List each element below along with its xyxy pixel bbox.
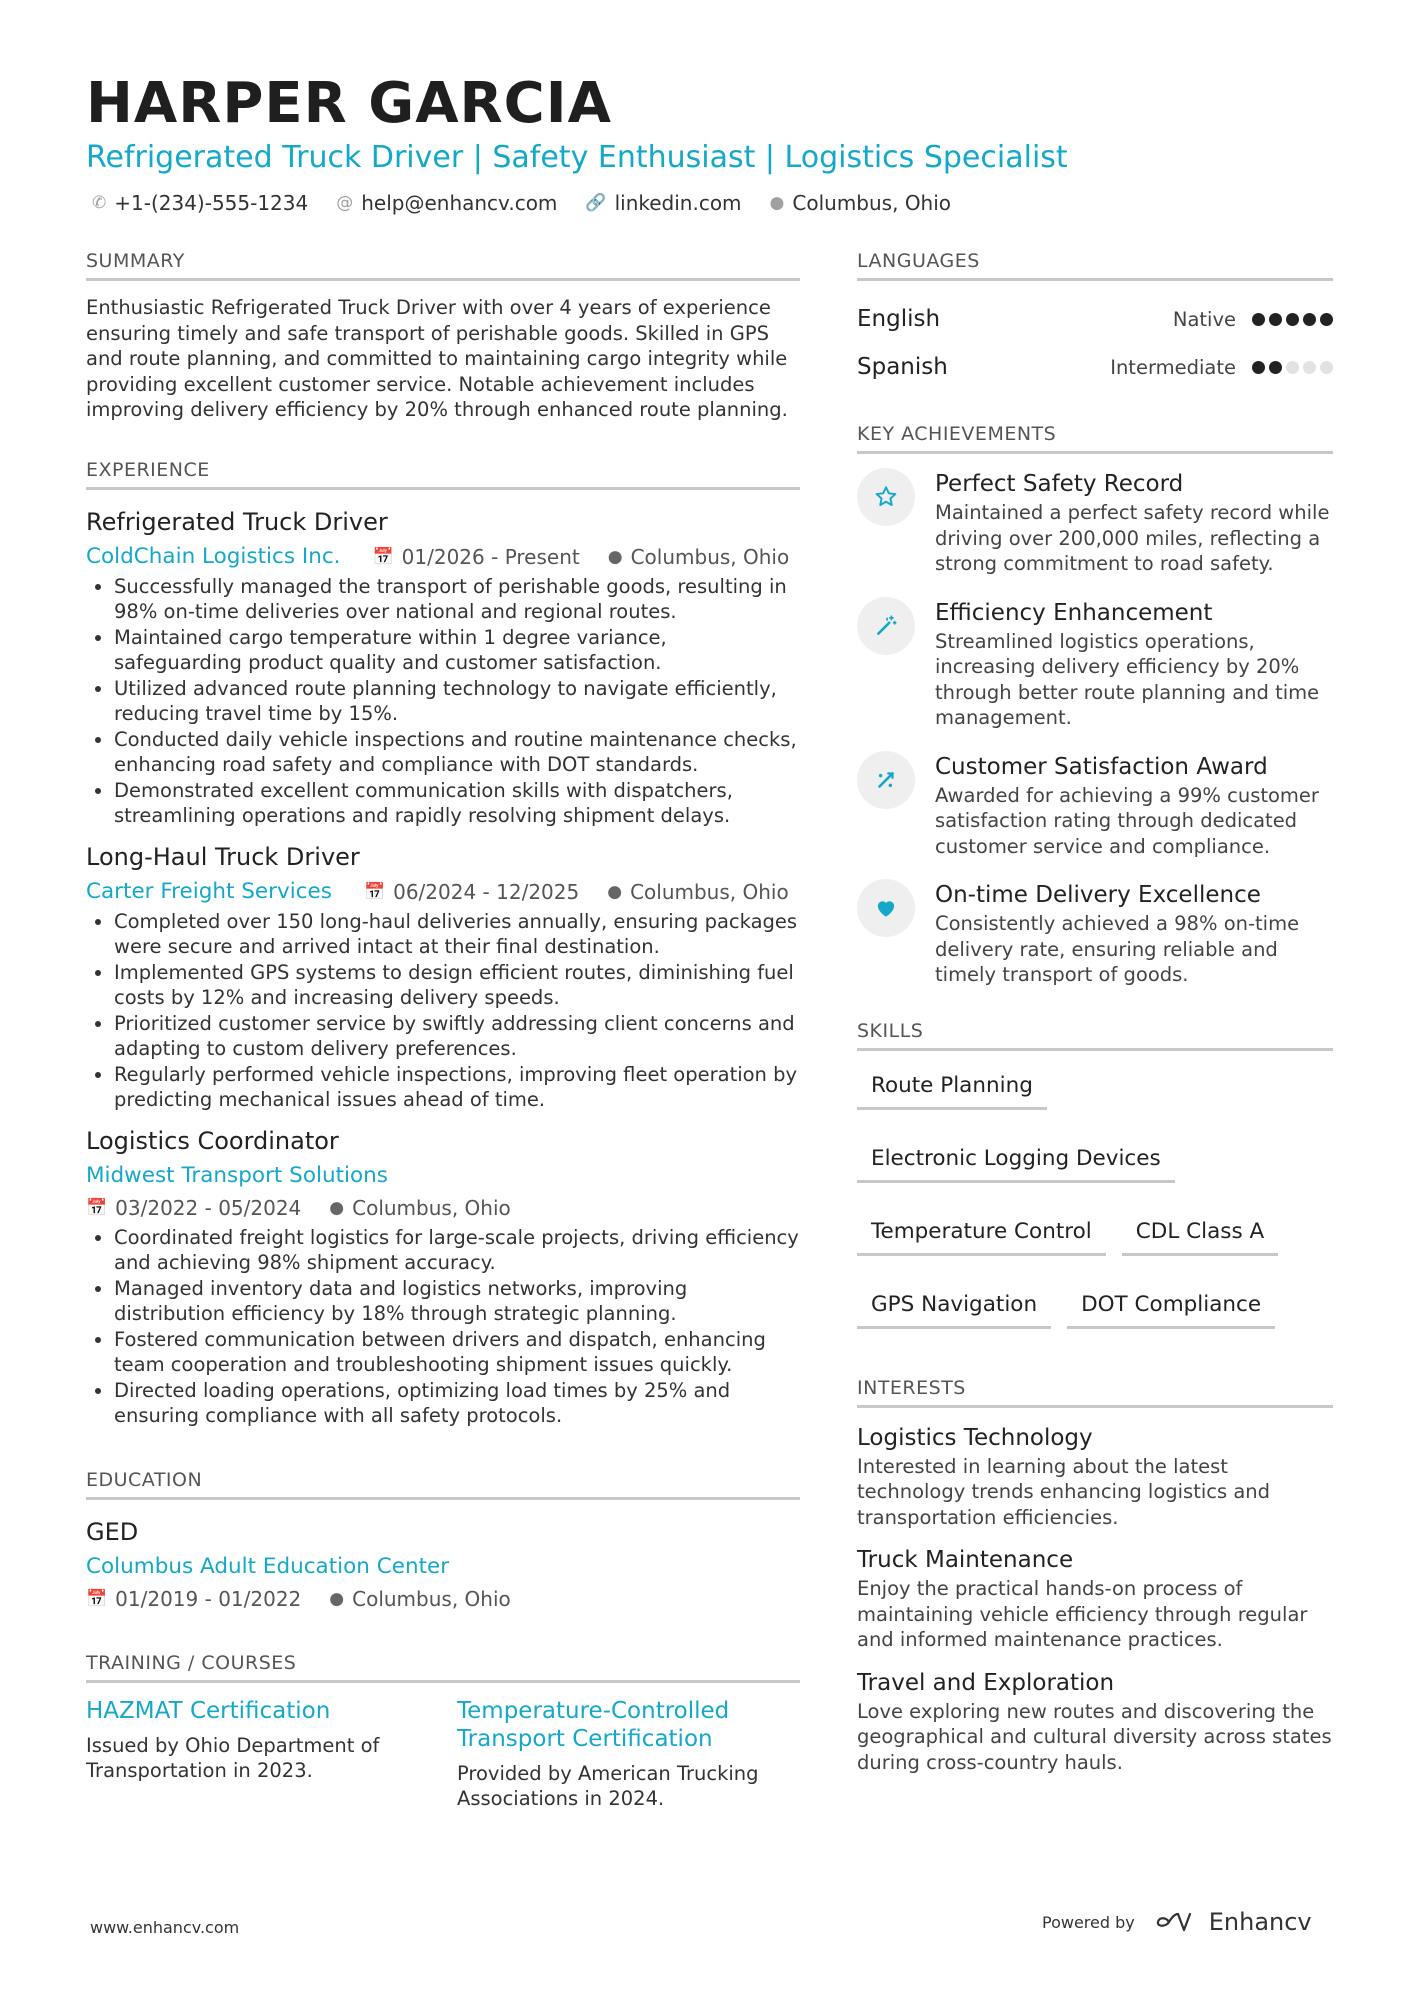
proficiency-dot: [1286, 313, 1299, 326]
achievement-item: [857, 468, 1333, 577]
location-pin-icon: ●: [329, 1588, 345, 1609]
job-title: Long-Haul Truck Driver: [86, 842, 360, 871]
calendar-icon: 📅: [86, 1197, 108, 1218]
training-item: [86, 1697, 429, 1812]
job-location-text: Columbus, Ohio: [630, 544, 790, 569]
star-icon: [857, 468, 915, 526]
job-meta: [86, 1161, 800, 1191]
company-name: Carter Freight Services: [86, 878, 332, 904]
company-name: Midwest Transport Solutions: [86, 1162, 388, 1188]
language-level-group: [1173, 308, 1333, 331]
job-meta: [86, 877, 800, 907]
skill-tag: Temperature Control: [857, 1211, 1106, 1256]
left-column: [86, 248, 800, 1812]
section-heading-achievements: KEY ACHIEVEMENTS: [857, 421, 1333, 454]
proficiency-dots: [1252, 361, 1333, 374]
location-pin-icon: ●: [769, 193, 785, 213]
job-dates-text: 01/2026 - Present: [401, 544, 580, 569]
achievement-item: [857, 751, 1333, 860]
footer-branding: [1042, 1908, 1312, 1936]
achievement-item: [857, 597, 1333, 731]
bullet-item: • Regularly performed vehicle inspections, improving fleet operation by predicting mechanical issues ahead of time.: [114, 1062, 800, 1113]
summary-section: [86, 248, 800, 423]
job-meta: [86, 542, 800, 572]
bullet-item: • Successfully managed the transport of perishable goods, resulting in 98% on-time deliveries over national and regional routes.: [114, 574, 800, 625]
achievement-desc: Awarded for achieving a 99% customer satisfaction rating through dedicated customer service and compliance.: [935, 783, 1319, 858]
section-heading-skills: SKILLS: [857, 1018, 1333, 1051]
section-heading-summary: SUMMARY: [86, 248, 800, 281]
language-level: Intermediate: [1110, 355, 1236, 379]
experience-section: [86, 457, 800, 1429]
contact-bar: [92, 188, 951, 218]
bullet-item: • Conducted daily vehicle inspections and routine maintenance checks, enhancing road safety and compliance with DOT standards.: [114, 727, 800, 778]
proficiency-dot: [1286, 361, 1299, 374]
skills-section: [857, 1018, 1333, 1329]
job-meta-secondary: [86, 1193, 800, 1223]
heart-icon: [857, 879, 915, 937]
company-name: ColdChain Logistics Inc.: [86, 543, 341, 569]
phone-icon: ✆: [92, 193, 107, 213]
languages-section: [857, 248, 1333, 391]
achievement-title: Perfect Safety Record: [935, 471, 1184, 497]
skills-list: [857, 1065, 1333, 1329]
language-level: Native: [1172, 307, 1236, 331]
education-meta: [86, 1584, 800, 1614]
job-entry: [86, 839, 800, 1113]
proficiency-dot: [1252, 361, 1265, 374]
achievement-title: Customer Satisfaction Award: [935, 753, 1268, 780]
school-name: Columbus Adult Education Center: [86, 1553, 450, 1579]
phone-text: +1-(234)-555-1234: [114, 191, 309, 215]
right-column: [857, 248, 1333, 1789]
skill-tag: GPS Navigation: [857, 1284, 1051, 1329]
language-row: [857, 295, 1333, 343]
bullet-item: • Managed inventory data and logistics networks, improving distribution efficiency by 18% through strategic planning.: [114, 1276, 800, 1327]
bullet-item: • Demonstrated excellent communication skills with dispatchers, streamlining operations and rapidly resolving shipment delays.: [114, 778, 800, 829]
achievement-title: On-time Delivery Excellence: [935, 882, 1261, 908]
interest-title: Logistics Technology: [857, 1424, 1093, 1451]
skill-tag: Electronic Logging Devices: [857, 1138, 1175, 1183]
education-section: [86, 1467, 800, 1614]
contact-email[interactable]: [336, 188, 557, 218]
language-name: English: [857, 306, 941, 332]
interests-section: [857, 1375, 1333, 1776]
link-icon: 🔗: [585, 193, 607, 213]
section-heading-experience: EXPERIENCE: [86, 457, 800, 490]
job-dates: [86, 1193, 301, 1223]
education-location: [329, 1584, 510, 1614]
trophy-icon: [857, 751, 915, 809]
language-name: Spanish: [857, 354, 948, 380]
bullet-item: • Completed over 150 long-haul deliveries annually, ensuring packages were secure and arrived intact at their final destination.: [114, 909, 800, 960]
proficiency-dot: [1269, 361, 1282, 374]
job-bullets: [86, 909, 800, 1113]
proficiency-dot: [1303, 313, 1316, 326]
contact-linkedin[interactable]: [585, 188, 741, 218]
interest-desc: Enjoy the practical hands-on process of maintaining vehicle efficiency through regular and informed maintenance practices.: [857, 1577, 1308, 1651]
linkedin-text: linkedin.com: [614, 191, 742, 215]
section-heading-languages: LANGUAGES: [857, 248, 1333, 281]
degree-title: GED: [86, 1517, 139, 1546]
school-row: [86, 1552, 800, 1582]
email-text: help@enhancv.com: [361, 191, 558, 215]
job-location: [607, 877, 788, 907]
language-level-group: [1110, 356, 1333, 379]
language-row: [857, 343, 1333, 391]
interest-title: Truck Maintenance: [857, 1547, 1074, 1573]
job-location-text: Columbus, Ohio: [352, 1195, 511, 1220]
interest-title: Travel and Exploration: [857, 1669, 1115, 1696]
job-dates-text: 03/2022 - 05/2024: [115, 1195, 302, 1220]
achievement-title: Efficiency Enhancement: [935, 599, 1213, 626]
interest-desc: Interested in learning about the latest technology trends enhancing logistics and transportation efficiencies.: [857, 1454, 1271, 1529]
brand-name: Enhancv: [1208, 1908, 1312, 1936]
at-icon: @: [336, 193, 354, 213]
achievement-item: [857, 879, 1333, 988]
calendar-icon: 📅: [363, 881, 386, 902]
resume-name: HARPER GARCIA: [86, 71, 612, 136]
job-bullets: [86, 574, 800, 829]
education-dates-text: 01/2019 - 01/2022: [115, 1586, 302, 1611]
job-dates: [364, 877, 579, 907]
location-pin-icon: ●: [607, 546, 623, 567]
proficiency-dot: [1320, 361, 1333, 374]
location-pin-icon: ●: [329, 1197, 345, 1218]
section-heading-education: EDUCATION: [86, 1467, 800, 1500]
resume-tagline: Refrigerated Truck Driver | Safety Enthusiast | Logistics Specialist: [86, 140, 1068, 175]
location-text: Columbus, Ohio: [792, 191, 952, 215]
job-title: Logistics Coordinator: [86, 1126, 339, 1155]
bullet-item: • Fostered communication between drivers and dispatch, enhancing team cooperation and troubleshooting shipment issues quickly.: [114, 1327, 800, 1378]
brand-logo[interactable]: [1155, 1908, 1312, 1936]
job-bullets: [86, 1225, 800, 1429]
job-dates: [373, 542, 580, 572]
job-location: [608, 542, 789, 572]
achievement-desc: Maintained a perfect safety record while driving over 200,000 miles, reflecting a strong commitment to road safety.: [935, 501, 1330, 575]
enhancv-logo-icon: [1155, 1910, 1199, 1934]
proficiency-dot: [1320, 313, 1333, 326]
training-title: HAZMAT Certification: [86, 1697, 331, 1724]
education-location-text: Columbus, Ohio: [352, 1586, 511, 1611]
calendar-icon: 📅: [86, 1588, 108, 1609]
bullet-item: • Prioritized customer service by swiftly addressing client concerns and adapting to custom delivery preferences.: [114, 1011, 800, 1062]
section-heading-training: TRAINING / COURSES: [86, 1650, 800, 1683]
training-list: [86, 1697, 800, 1812]
bullet-item: • Maintained cargo temperature within 1 degree variance, safeguarding product quality and customer satisfaction.: [114, 625, 800, 676]
education-dates: [86, 1584, 301, 1614]
powered-by-text: Powered by: [1042, 1912, 1135, 1932]
job-entry: [86, 1123, 800, 1429]
achievement-desc: Consistently achieved a 98% on-time delivery rate, ensuring reliable and timely transport of goods.: [935, 912, 1300, 986]
bullet-item: • Utilized advanced route planning technology to navigate efficiently, reducing travel time by 15%.: [114, 676, 800, 727]
summary-text: Enthusiastic Refrigerated Truck Driver with over 4 years of experience ensuring timely and safe transport of perishable goods. Skilled in GPS and route planning, and committed to maintaining cargo integrity while providing excellent customer service. Notable achievement includes improving delivery efficiency by 20% through enhanced route planning.: [86, 296, 788, 421]
achievements-section: [857, 421, 1333, 988]
magic-wand-icon: [857, 597, 915, 655]
training-item: [457, 1697, 800, 1812]
contact-location: [770, 188, 951, 218]
job-location-text: Columbus, Ohio: [630, 879, 789, 904]
skill-tag: Route Planning: [857, 1065, 1047, 1110]
training-desc: Issued by Ohio Department of Transportation in 2023.: [86, 1733, 380, 1782]
job-dates-text: 06/2024 - 12/2025: [393, 879, 580, 904]
proficiency-dot: [1252, 313, 1265, 326]
bullet-item: • Coordinated freight logistics for large-scale projects, driving efficiency and achieving 98% shipment accuracy.: [114, 1225, 800, 1276]
proficiency-dots: [1252, 313, 1333, 326]
bullet-item: • Directed loading operations, optimizing load times by 25% and ensuring compliance with all safety protocols.: [114, 1378, 800, 1429]
training-section: [86, 1650, 800, 1812]
location-pin-icon: ●: [607, 881, 623, 902]
skill-tag: DOT Compliance: [1067, 1284, 1275, 1329]
bullet-item: • Implemented GPS systems to design efficient routes, diminishing fuel costs by 12% and increasing delivery speeds.: [114, 960, 800, 1011]
proficiency-dot: [1303, 361, 1316, 374]
contact-phone[interactable]: [92, 188, 308, 218]
training-title: Temperature-Controlled Transport Certification: [457, 1697, 730, 1752]
section-heading-interests: INTERESTS: [857, 1375, 1333, 1408]
interest-desc: Love exploring new routes and discovering the geographical and cultural diversity across states during cross-country hauls.: [857, 1699, 1332, 1774]
footer-website[interactable]: www.enhancv.com: [90, 1918, 240, 1937]
skill-tag: CDL Class A: [1122, 1211, 1279, 1256]
calendar-icon: 📅: [372, 546, 394, 567]
training-desc: Provided by American Trucking Associations in 2024.: [457, 1761, 759, 1810]
job-entry: [86, 504, 800, 829]
job-location: [329, 1193, 510, 1223]
achievement-desc: Streamlined logistics operations, increasing delivery efficiency by 20% through better route planning and time management.: [935, 629, 1320, 729]
job-title: Refrigerated Truck Driver: [86, 507, 388, 536]
proficiency-dot: [1269, 313, 1282, 326]
